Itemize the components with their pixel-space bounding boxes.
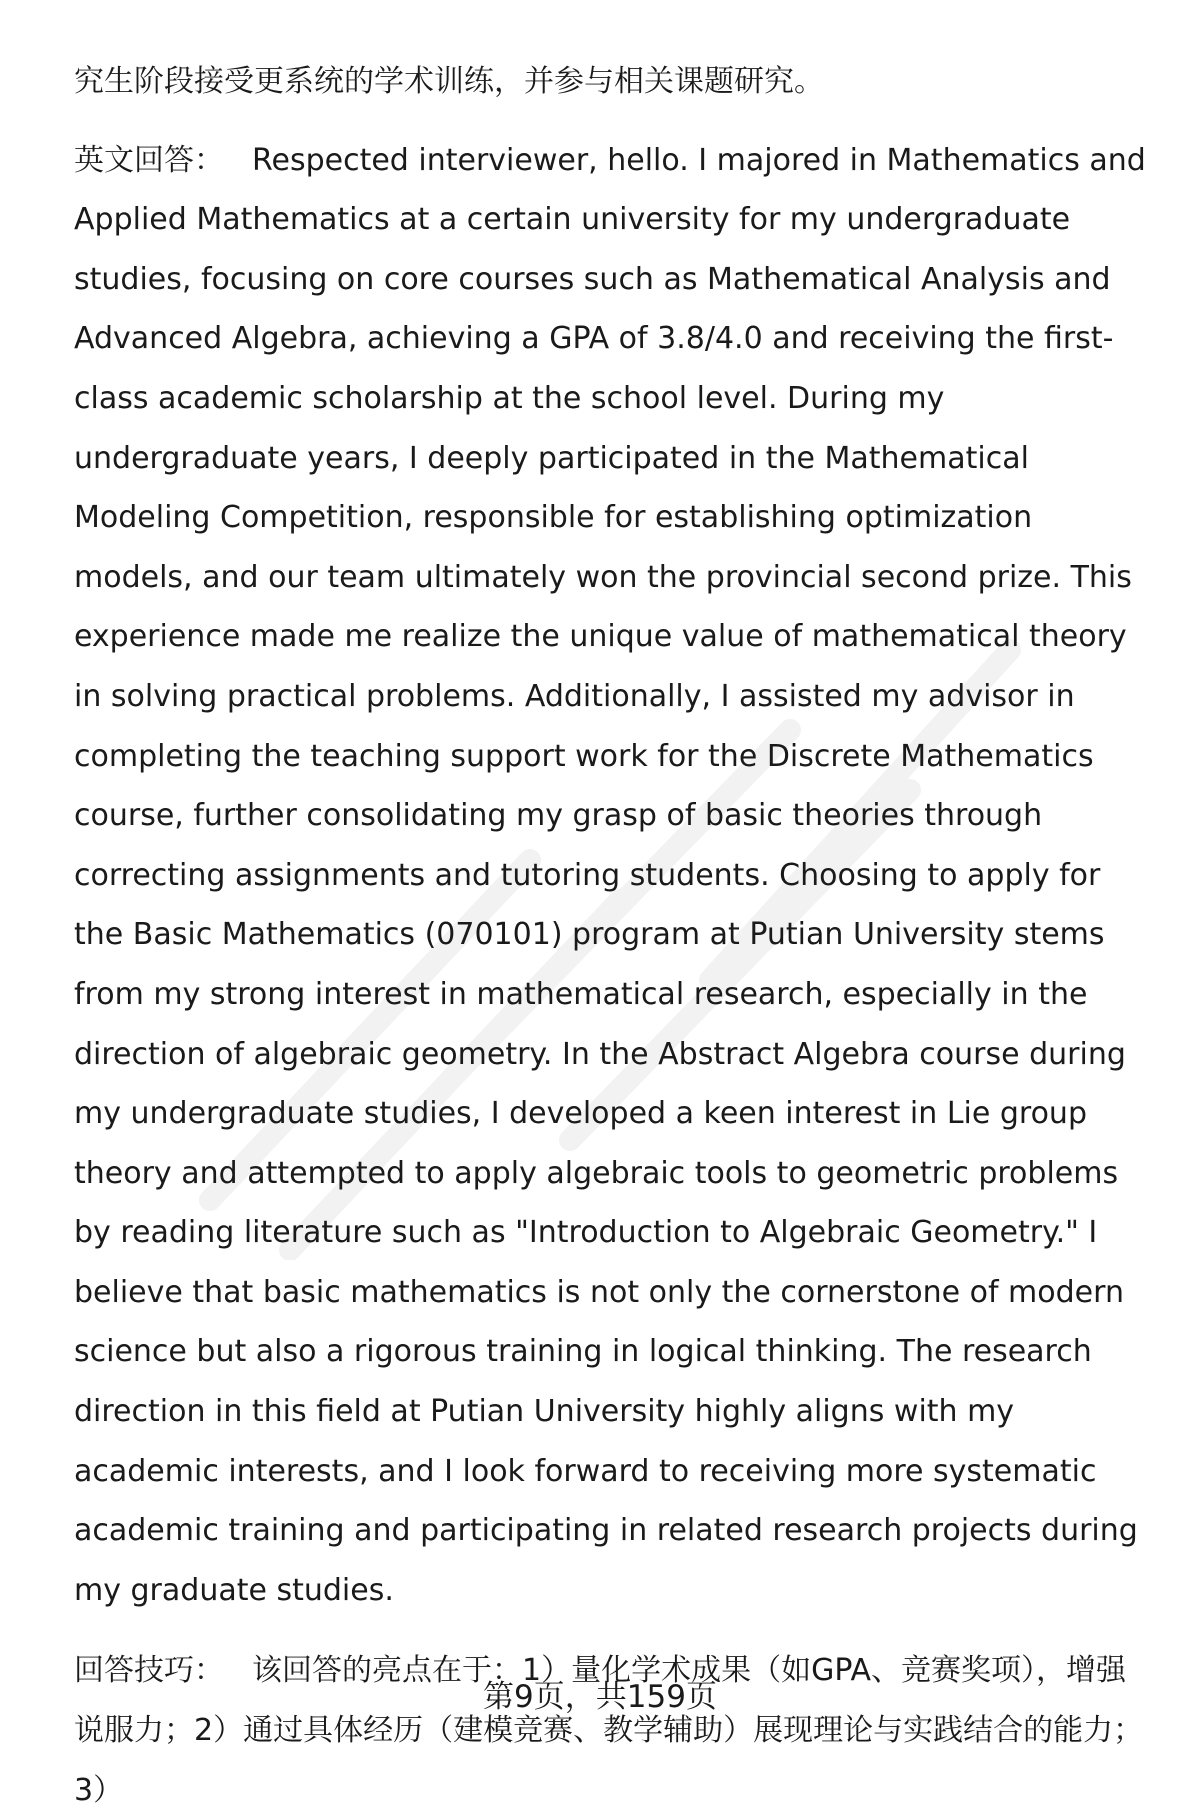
page-indicator: 第9页，共159页 (483, 1679, 717, 1715)
english-answer-paragraph (74, 131, 1154, 1621)
document-page (74, 52, 1154, 1820)
english-answer-text: Respected interviewer, hello. I majored in Mathematics and Applied Mathematics at a certain university for my undergraduate studies, focusing on core courses such as Mathematical Analysis and Advanced Algebra, achieving a GPA of 3.8/4.0 and receiving the first-class academic scholarship at the school level. During my undergraduate years, I deeply participated in the Mathematical Modeling Competition, responsible for establishing optimization models, and our team ultimately won the provincial second prize. This experience made me realize the unique value of mathematical theory in solving practical problems. Additionally, I assisted my advisor in completing the teaching support work for the Discrete Mathematics course, further consolidating my grasp of basic theories through correcting assignments and tutoring students. Choosing to apply for the Basic Mathematics (070101) program at Putian University stems from my strong interest in mathematical research, especially in the direction of algebraic geometry. In the Abstract Algebra course during my undergraduate studies, I developed a keen interest in Lie group theory and attempted to apply algebraic tools to geometric problems by reading literature such as "Introduction to Algebraic Geometry." I believe that basic mathematics is not only the cornerstone of modern science but also a rigorous training in logical thinking. The research direction in this field at Putian University highly aligns with my academic interests, and I look forward to receiving more systematic academic training and participating in related research projects during my graduate studies. (74, 142, 1146, 1608)
continuation-paragraph: 究生阶段接受更系统的学术训练，并参与相关课题研究。 (74, 64, 824, 99)
english-answer-label: 英文回答： (74, 142, 224, 178)
answer-tips-label: 回答技巧： (74, 1653, 224, 1689)
answer-tips-paragraph (74, 1641, 1154, 1820)
answer-tips-text: 该回答的亮点在于：1）量化学术成果（如GPA、竞赛奖项），增强说服力；2）通过具体经历（建模竞赛、教学辅助）展现理论与实践结合的能力；3） (74, 1653, 1144, 1808)
